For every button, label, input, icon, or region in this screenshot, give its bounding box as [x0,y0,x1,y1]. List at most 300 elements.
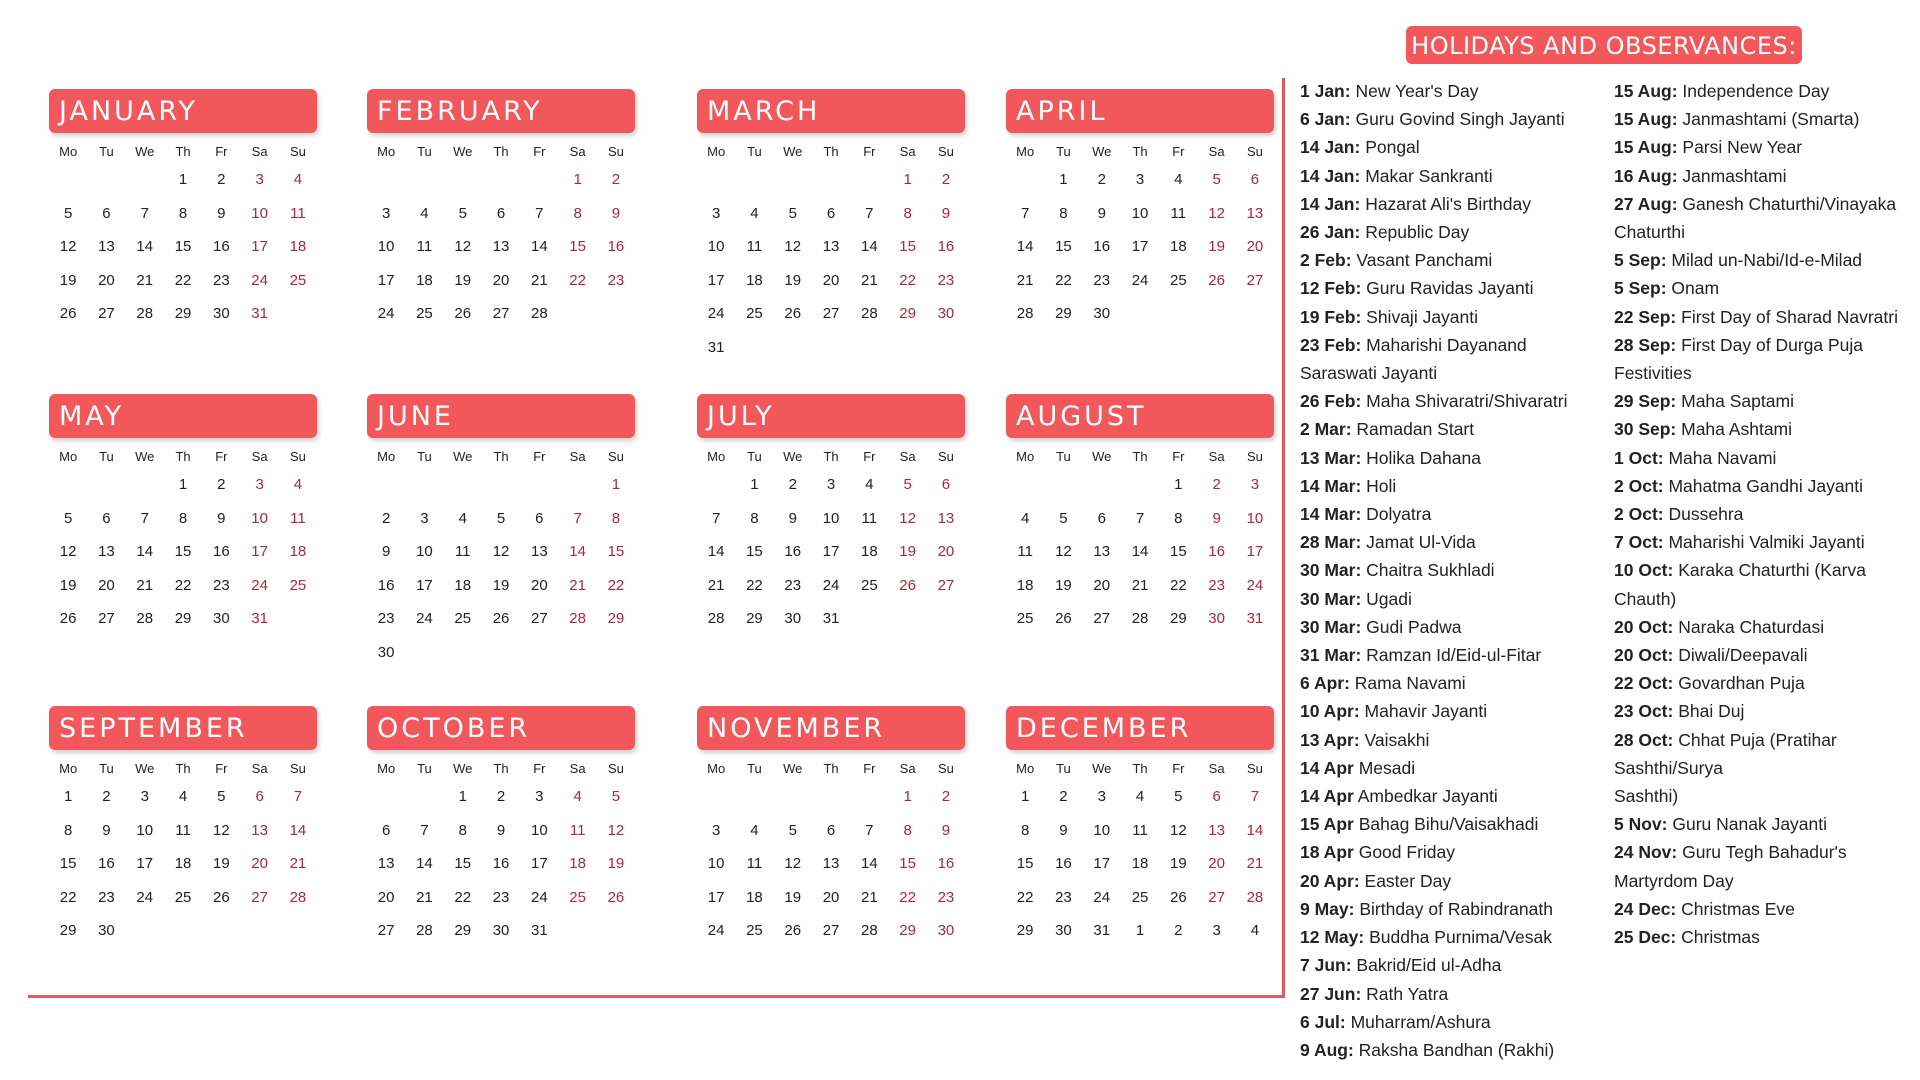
day-cell: 21 [416,888,433,906]
day-cell: 28 [136,305,154,322]
month-title: JULY [697,394,965,438]
day-cell: 19 [1208,238,1225,255]
day-cell: 9 [788,509,797,527]
weekday-header: Su [289,449,306,464]
day-cell: 5 [788,821,797,839]
day-cell: 23 [212,271,230,289]
holiday-name: Mahavir Jayanti [1364,701,1488,722]
day-cell: 26 [454,305,472,322]
holiday-date: 28 Sep: [1614,334,1677,355]
day-cell: 8 [903,821,912,839]
day-cell-next-month: 1 [1135,922,1145,939]
weekday-header: Su [1246,449,1263,464]
day-cell: 18 [174,855,192,872]
day-cell: 11 [746,855,763,872]
day-cell: 16 [607,238,625,255]
day-cell: 4 [1135,788,1145,805]
day-cell: 26 [899,576,916,594]
holiday-date: 26 Jan: [1300,222,1361,243]
day-cell: 6 [941,476,951,493]
weekday-header: We [783,761,803,776]
holiday-name: Vaisakhi [1364,729,1430,750]
holiday-date: 9 May: [1300,898,1355,919]
day-cell: 24 [530,888,548,906]
day-cell: 13 [937,509,955,527]
day-cell: 26 [1169,888,1187,906]
holiday-date: 23 Feb: [1300,334,1362,355]
day-cell: 8 [63,821,73,839]
day-cell: 20 [251,855,268,872]
day-cell: 11 [454,543,471,560]
day-empty [405,780,443,814]
day-cell: 9 [381,543,391,560]
day-cell: 3 [140,788,149,805]
day-cell: 28 [530,305,548,322]
day-empty [405,468,443,502]
day-cell: 10 [251,204,268,222]
day-empty [812,780,850,814]
weekday-header: Fr [863,449,876,464]
weekday-header: Fr [533,761,546,776]
holiday-item [1614,585,1920,613]
day-cell: 14 [136,543,154,560]
holiday-name: Karaka Chaturthi (Karva [1678,560,1866,581]
holiday-item [1300,697,1618,725]
day-cell: 22 [1016,888,1034,906]
day-cell: 16 [784,543,802,560]
holiday-date: 28 Mar: [1300,532,1362,553]
day-cell: 8 [1020,821,1030,839]
day-empty [520,163,558,197]
day-cell: 11 [290,204,306,222]
holiday-item [1300,980,1618,1008]
day-cell: 16 [492,855,510,872]
weekday-header: Mo [707,761,726,776]
holiday-name: Maharishi Dayanand [1366,334,1527,355]
day-cell: 31 [1093,922,1111,939]
holiday-date: 31 Mar: [1300,645,1362,666]
day-cell: 23 [98,888,115,906]
day-empty [444,163,482,197]
day-cell: 24 [377,305,395,322]
holiday-item [1300,1036,1618,1064]
holiday-date: 14 Jan: [1300,193,1361,214]
day-empty [444,468,482,502]
weekday-header: Mo [59,144,78,159]
day-cell: 20 [530,576,548,594]
day-cell: 29 [746,610,763,627]
day-cell: 14 [1131,543,1149,560]
day-cell: 31 [707,338,725,356]
day-cell: 13 [822,855,840,872]
day-empty [49,163,87,197]
weekday-header: Sa [1208,449,1225,464]
day-cell: 7 [865,204,874,222]
day-cell: 5 [1212,171,1221,188]
holiday-item [1300,331,1618,359]
day-empty [697,468,735,502]
holiday-date: 25 Dec: [1614,927,1677,948]
day-cell: 5 [63,509,73,527]
holiday-name: Vasant Panchami [1356,250,1493,271]
day-cell: 21 [136,271,154,289]
holiday-name: Maha Ashtami [1681,419,1793,440]
holiday-item [1614,500,1920,528]
day-cell: 5 [903,476,912,493]
month-march [697,89,965,364]
day-cell: 27 [377,922,395,939]
day-cell: 12 [784,238,802,255]
day-cell: 20 [98,576,115,594]
holiday-item [1300,613,1618,641]
day-cell: 13 [492,238,510,255]
holiday-date: 22 Oct: [1614,673,1674,694]
day-cell: 24 [136,888,154,906]
weekday-header: Sa [1208,144,1225,159]
day-empty [735,780,773,814]
day-cell: 20 [1093,576,1111,594]
day-cell: 22 [899,888,916,906]
weekday-header: Fr [215,449,228,464]
day-cell: 11 [746,238,763,255]
holiday-name: Naraka Chaturdasi [1678,616,1825,637]
holiday-date: 5 Sep: [1614,278,1667,299]
day-cell: 18 [289,238,307,255]
day-cell: 21 [1131,576,1149,594]
day-cell: 22 [569,271,586,289]
holiday-item [1300,923,1618,951]
day-cell: 22 [174,576,192,594]
weekday-header: We [783,144,803,159]
day-cell: 4 [178,788,188,805]
holiday-item [1614,895,1920,923]
day-cell: 7 [535,204,544,222]
holiday-name: Martyrdom Day [1614,870,1734,891]
day-cell: 10 [1131,204,1149,222]
day-cell: 10 [530,821,548,839]
day-cell: 19 [784,888,802,906]
day-cell: 29 [174,305,192,322]
day-cell: 23 [492,888,510,906]
weekday-header: Su [607,761,624,776]
day-cell: 21 [530,271,548,289]
holiday-item [1300,556,1618,584]
holiday-name: Rath Yatra [1366,983,1449,1004]
holiday-name: Makar Sankranti [1365,165,1493,186]
day-cell: 27 [822,305,840,322]
day-cell: 7 [573,509,582,527]
holiday-item [1300,274,1618,302]
holiday-name: Festivities [1614,363,1692,384]
holiday-date: 6 Jan: [1300,109,1351,130]
weekday-header: Mo [377,449,396,464]
day-cell: 22 [1055,271,1072,289]
holiday-date: 30 Mar: [1300,588,1362,609]
weekday-header: Fr [863,144,876,159]
day-cell: 1 [903,171,912,188]
weekday-header: Mo [377,144,396,159]
holiday-item [1300,1008,1618,1036]
holiday-name: First Day of Sharad Navratri [1681,306,1898,327]
month-grid [367,758,635,948]
day-cell: 17 [1093,855,1111,872]
day-cell: 4 [750,821,759,839]
day-cell: 2 [381,509,391,527]
day-empty [1083,468,1121,502]
day-cell: 23 [1093,271,1111,289]
day-cell: 3 [826,476,836,493]
weekday-header: Sa [251,144,268,159]
day-cell: 23 [212,576,230,594]
day-cell: 15 [174,543,192,560]
day-cell: 18 [569,855,586,872]
day-cell: 30 [492,922,510,939]
holiday-date: 15 Apr [1300,814,1354,835]
holiday-name: Janmashtami (Smarta) [1682,109,1860,130]
holiday-item [1614,218,1920,246]
holiday-date: 27 Aug: [1614,193,1678,214]
day-cell: 12 [492,543,510,560]
weekday-header: Mo [707,449,726,464]
holiday-item [1300,444,1618,472]
month-grid [367,446,635,669]
weekday-header: We [1092,144,1112,159]
month-title: SEPTEMBER [49,706,317,750]
day-cell: 21 [289,855,307,872]
day-cell: 3 [1097,788,1106,805]
day-cell: 1 [178,476,188,493]
holiday-name: Ganesh Chaturthi/Vinayaka [1682,193,1897,214]
month-grid [697,758,965,948]
month-june [367,394,635,669]
month-title: JANUARY [49,89,317,133]
weekday-header: We [135,449,155,464]
day-cell: 8 [573,204,582,222]
day-cell: 22 [59,888,77,906]
day-empty [735,163,773,197]
holiday-item [1614,669,1920,697]
day-cell: 11 [1017,543,1033,560]
weekday-header: Th [1132,449,1148,464]
day-cell: 10 [136,821,154,839]
day-empty [126,163,164,197]
day-cell: 28 [289,888,307,906]
day-cell: 16 [937,855,955,872]
day-cell: 7 [711,509,721,527]
holiday-name: Sashthi/Surya [1614,757,1723,778]
day-cell: 3 [1250,476,1260,493]
weekday-header: Fr [533,449,546,464]
day-cell: 28 [569,610,586,627]
holiday-date: 14 Mar: [1300,504,1362,525]
holiday-date: 7 Oct: [1614,532,1664,553]
day-empty [812,163,850,197]
weekday-header: Mo [377,761,396,776]
day-cell: 30 [1055,922,1072,939]
day-cell: 9 [1097,204,1106,222]
weekday-header: Sa [1208,761,1225,776]
day-cell: 23 [607,271,625,289]
holiday-name: Christmas Eve [1681,898,1795,919]
day-cell: 14 [1246,821,1264,839]
day-cell: 2 [217,476,226,493]
holiday-name: Good Friday [1358,842,1455,863]
day-cell: 8 [178,204,188,222]
holiday-name: Onam [1671,278,1720,299]
holiday-date: 14 Jan: [1300,137,1361,158]
day-cell: 17 [530,855,548,872]
day-cell: 13 [530,543,548,560]
day-cell: 7 [1135,509,1145,527]
weekday-header: Fr [533,144,546,159]
day-cell: 18 [1016,576,1034,594]
frame-divider-horizontal [28,995,1285,998]
day-cell: 28 [707,610,725,627]
holiday-name: Gudi Padwa [1366,616,1462,637]
day-empty [49,468,87,502]
holiday-item [1614,444,1920,472]
holiday-item [1614,387,1920,415]
day-cell: 2 [496,788,506,805]
day-cell: 8 [1059,204,1068,222]
weekday-header: We [135,761,155,776]
day-cell: 11 [416,238,433,255]
day-cell: 22 [899,271,916,289]
weekday-header: Th [493,144,509,159]
weekday-header: Su [289,144,306,159]
month-october [367,706,635,948]
weekday-header: Fr [1172,449,1185,464]
holiday-name: Dolyatra [1366,504,1432,525]
weekday-header: Tu [747,761,762,776]
holiday-date: 14 Jan: [1300,165,1361,186]
day-cell: 6 [1212,788,1221,805]
day-empty [850,163,888,197]
weekday-header: Su [607,449,624,464]
holiday-date: 29 Sep: [1614,391,1677,412]
day-cell: 28 [136,610,154,627]
day-cell: 22 [746,576,763,594]
weekday-header: Mo [1016,449,1035,464]
day-cell: 19 [784,271,802,289]
day-cell: 10 [251,509,268,527]
day-cell: 18 [746,271,763,289]
weekday-header: Mo [1016,144,1035,159]
holiday-name: Maha Shivaratri/Shivaratri [1366,391,1568,412]
day-cell: 10 [377,238,395,255]
month-title: AUGUST [1006,394,1274,438]
holiday-item [1614,472,1920,500]
holiday-name: Pongal [1365,137,1420,158]
day-cell: 14 [530,238,548,255]
day-empty [87,163,125,197]
day-cell: 23 [1055,888,1072,906]
weekday-header: Th [1132,761,1148,776]
month-title: JUNE [367,394,635,438]
holiday-name: Ugadi [1366,588,1412,609]
month-title: MAY [49,394,317,438]
day-cell: 9 [941,821,951,839]
weekday-header: Mo [59,761,78,776]
day-cell: 1 [573,171,582,188]
day-cell: 7 [293,788,303,805]
holiday-name: Diwali/Deepavali [1678,645,1808,666]
day-cell: 5 [458,204,467,222]
day-cell: 25 [746,922,763,939]
holiday-name: Shivaji Jayanti [1366,306,1479,327]
day-cell: 4 [420,204,429,222]
holiday-date: 20 Oct: [1614,645,1674,666]
day-cell: 23 [377,610,395,627]
day-cell: 24 [251,576,268,594]
day-cell: 15 [746,543,763,560]
holiday-item [1614,528,1920,556]
day-cell: 14 [416,855,433,872]
day-cell: 15 [1016,855,1034,872]
day-cell: 13 [1246,204,1264,222]
day-cell: 20 [1246,238,1264,255]
weekday-header: Tu [1056,144,1071,159]
day-cell: 25 [1016,610,1034,627]
day-cell: 21 [1246,855,1264,872]
holiday-item [1300,359,1618,387]
holiday-item [1614,867,1920,895]
weekday-header: Tu [1056,449,1071,464]
month-grid [697,446,965,636]
holiday-date: 24 Nov: [1614,842,1678,863]
day-cell: 4 [1174,171,1183,188]
day-empty [367,468,405,502]
day-cell: 12 [1169,821,1187,839]
weekday-header: Sa [569,761,586,776]
day-cell: 16 [1093,238,1111,255]
holiday-item [1614,613,1920,641]
day-cell: 10 [707,238,725,255]
month-grid [1006,141,1274,331]
weekday-header: Th [823,761,839,776]
day-cell: 9 [217,204,226,222]
weekday-header: Tu [747,449,762,464]
day-cell: 17 [416,576,433,594]
holiday-name: Maha Navami [1668,447,1777,468]
day-cell: 25 [860,576,878,594]
holiday-date: 13 Mar: [1300,447,1362,468]
day-cell: 24 [416,610,433,627]
holiday-item [1300,387,1618,415]
day-cell: 28 [1131,610,1149,627]
day-cell: 21 [1016,271,1034,289]
day-cell: 12 [899,509,916,527]
holiday-name: Maharishi Valmiki Jayanti [1668,532,1865,553]
month-november [697,706,965,948]
day-empty [697,780,735,814]
day-cell: 9 [1059,821,1068,839]
day-cell: 2 [941,788,951,805]
day-cell: 13 [251,821,268,839]
day-cell: 13 [1093,543,1111,560]
day-cell: 24 [251,271,268,289]
holiday-item [1300,895,1618,923]
weekday-header: Sa [899,761,916,776]
day-cell: 20 [822,888,840,906]
month-title: DECEMBER [1006,706,1274,750]
day-empty [1044,468,1082,502]
day-cell: 9 [611,204,621,222]
holiday-date: 12 May: [1300,927,1365,948]
day-cell: 1 [63,788,73,805]
day-cell: 14 [707,543,725,560]
holiday-name: Parsi New Year [1682,137,1803,158]
